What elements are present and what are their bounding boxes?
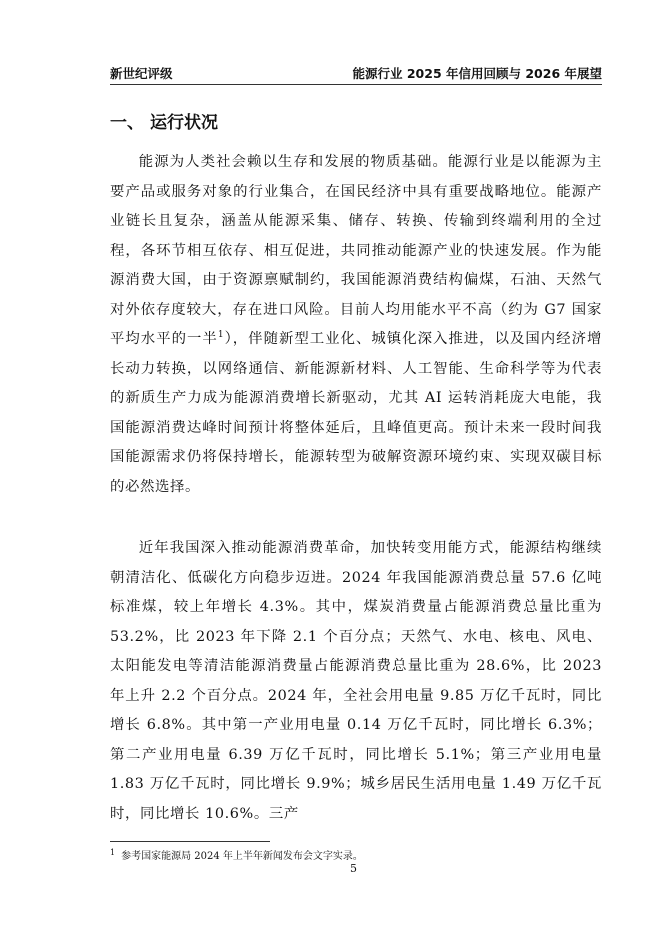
footnote-text: 参考国家能源局 2024 年上半年新闻发布会文字实录。: [121, 851, 363, 862]
footnote-mark: 1: [110, 847, 116, 857]
section-heading: [110, 108, 218, 133]
footnote-reference: 1: [217, 330, 225, 341]
header-divider: [110, 84, 602, 85]
header-report-title: 能源行业 2025 年信用回顾与 2026 年展望: [352, 66, 602, 81]
section-title: 运行状况: [150, 113, 218, 133]
section-number: 一、: [110, 113, 144, 133]
footnote-divider: [110, 841, 270, 842]
footnote: [110, 847, 363, 862]
header-publisher: 新世纪评级: [110, 66, 173, 81]
paragraph-text: ），伴随新型工业化、城镇化深入推进，以及国内经济增长动力转换，以网络通信、新能源新材料、人工智能、生命科学等为代表的新质生产力成为能源消费增长新驱动，尤其 AI 运转消耗庞大电能，我国能源消费达峰时间预计将整体延后，且峰值更高。预计未来一段时间我国能源需求仍将保持增长，能源转型为破解资源环境约束、实现双碳目标的必然选择。: [110, 331, 603, 495]
paragraph-energy-consumption: 近年我国深入推动能源消费革命，加快转变用能方式，能源结构继续朝清洁化、低碳化方向稳步迈进。2024 年我国能源消费总量 57.6 亿吨标准煤，较上年增长 4.3%。其中，煤炭消费量占能源消费总量比重为 53.2%，比 2023 年下降 2.1 个百分点；天然气、水电、核电、风电、太阳能发电等清洁能源消费量占能源消费总量比重为 28.6%，比 2023 年上升 2.2 个百分点。2024 年，全社会用电量 9.85 万亿千瓦时，同比增长 6.8%。其中第一产业用电量 0.14 万亿千瓦时，同比增长 6.3%；第二产业用电量 6.39 万亿千瓦时，同比增长 5.1%；第三产业用电量 1.83 万亿千瓦时，同比增长 9.9%；城乡居民生活用电量 1.49 万亿千瓦时，同比增长 10.6%。三产: [110, 540, 602, 822]
page-number: 5: [350, 862, 357, 875]
paragraph-energy-overview: [110, 148, 602, 502]
paragraph-text: 能源为人类社会赖以生存和发展的物质基础。能源行业是以能源为主要产品或服务对象的行业集合，在国民经济中具有重要战略地位。能源产业链长且复杂，涵盖从能源采集、储存、转换、传输到终端利用的全过程，各环节相互依存、相互促进，共同推动能源产业的快速发展。作为能源消费大国，由于资源禀赋制约，我国能源消费结构偏煤，石油、天然气对外依存度较大，存在进口风险。目前人均用能水平不高（约为 G7 国家平均水平的一半: [110, 154, 602, 347]
